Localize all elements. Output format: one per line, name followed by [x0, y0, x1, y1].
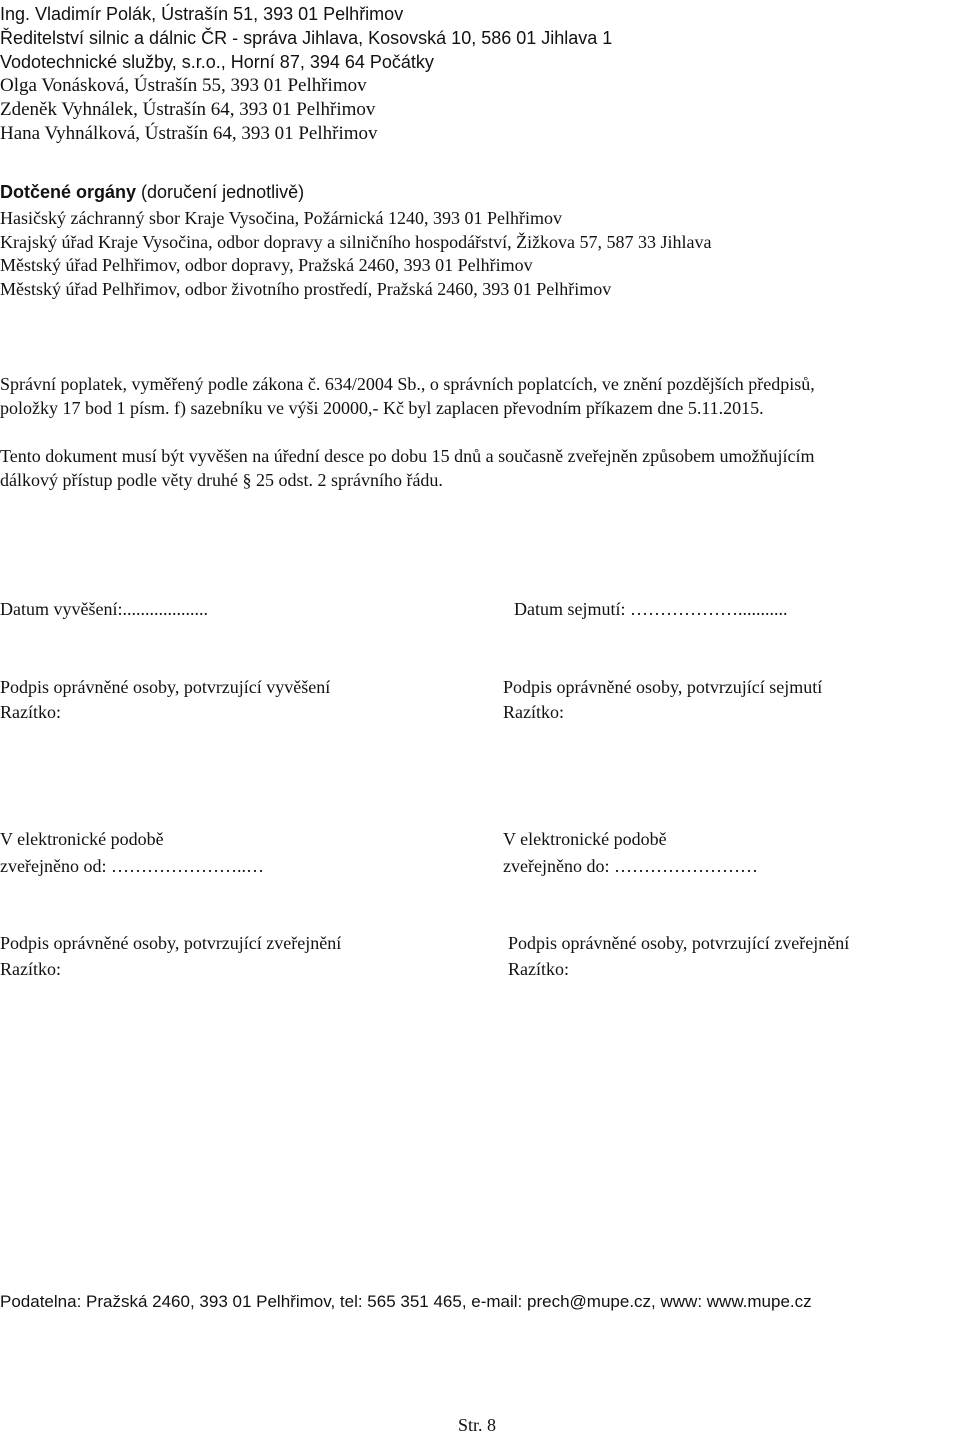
date-removed: Datum sejmutí: ………………...........: [514, 599, 788, 619]
stamp-removal-label: Razítko:: [503, 702, 564, 722]
page-number: Str. 8: [458, 1415, 497, 1435]
posting-line: Tento dokument musí být vyvěšen na úřední desce po dobu 15 dnů a současně zveřejněn způsobem umožňujícím: [0, 446, 815, 466]
recipient-line: Hana Vyhnálková, Ústrašín 64, 393 01 Pelhřimov: [0, 123, 378, 144]
recipient-line: Zdeněk Vyhnálek, Ústrašín 64, 393 01 Pelhřimov: [0, 99, 376, 120]
posting-line: dálkový přístup podle věty druhé § 25 odst. 2 správního řádu.: [0, 470, 443, 490]
signature-posting-label: Podpis oprávněné osoby, potvrzující vyvěšení: [0, 677, 331, 697]
signature-removal-label: Podpis oprávněné osoby, potvrzující sejmutí: [503, 677, 823, 697]
fee-line: Správní poplatek, vyměřený podle zákona č. 634/2004 Sb., o správních poplatcích, ve znění pozdějších předpisů,: [0, 374, 815, 394]
date-posted: Datum vyvěšení:...................: [0, 599, 208, 619]
recipient-line: Ředitelství silnic a dálnic ČR - správa Jihlava, Kosovská 10, 586 01 Jihlava 1: [0, 28, 613, 48]
stamp-publish-label-right: Razítko:: [508, 959, 569, 979]
electronic-from-date: zveřejněno od: …………………..…: [0, 856, 264, 876]
authority-line: Městský úřad Pelhřimov, odbor dopravy, Pražská 2460, 393 01 Pelhřimov: [0, 255, 533, 275]
authority-line: Krajský úřad Kraje Vysočina, odbor dopravy a silničního hospodářství, Žižkova 57, 587 33 Jihlava: [0, 232, 712, 252]
signature-publish-label-right: Podpis oprávněné osoby, potvrzující zveřejnění: [508, 933, 850, 953]
recipient-line: Vodotechnické služby, s.r.o., Horní 87, 394 64 Počátky: [0, 52, 434, 72]
recipient-line: Olga Vonásková, Ústrašín 55, 393 01 Pelhřimov: [0, 75, 367, 96]
footer-contact: Podatelna: Pražská 2460, 393 01 Pelhřimov, tel: 565 351 465, e-mail: prech@mupe.cz, www: www.mupe.cz: [0, 1292, 812, 1311]
electronic-from-heading: V elektronické podobě: [0, 829, 164, 849]
stamp-publish-label-left: Razítko:: [0, 959, 61, 979]
authority-line: Hasičský záchranný sbor Kraje Vysočina, Požárnická 1240, 393 01 Pelhřimov: [0, 208, 563, 228]
heading-rest: (doručení jednotlivě): [136, 182, 305, 202]
signature-publish-label-left: Podpis oprávněné osoby, potvrzující zveřejnění: [0, 933, 342, 953]
authority-line: Městský úřad Pelhřimov, odbor životního prostředí, Pražská 2460, 393 01 Pelhřimov: [0, 279, 612, 299]
electronic-to-date: zveřejněno do: ……………………: [503, 856, 758, 876]
heading-strong: Dotčené orgány: [0, 182, 137, 202]
stamp-posting-label: Razítko:: [0, 702, 61, 722]
fee-line: položky 17 bod 1 písm. f) sazebníku ve výši 20000,- Kč byl zaplacen převodním příkazem dne 5.11.2015.: [0, 398, 764, 418]
recipient-line: Ing. Vladimír Polák, Ústrašín 51, 393 01 Pelhřimov: [0, 4, 404, 24]
electronic-to-heading: V elektronické podobě: [503, 829, 667, 849]
section-heading: [0, 183, 304, 201]
